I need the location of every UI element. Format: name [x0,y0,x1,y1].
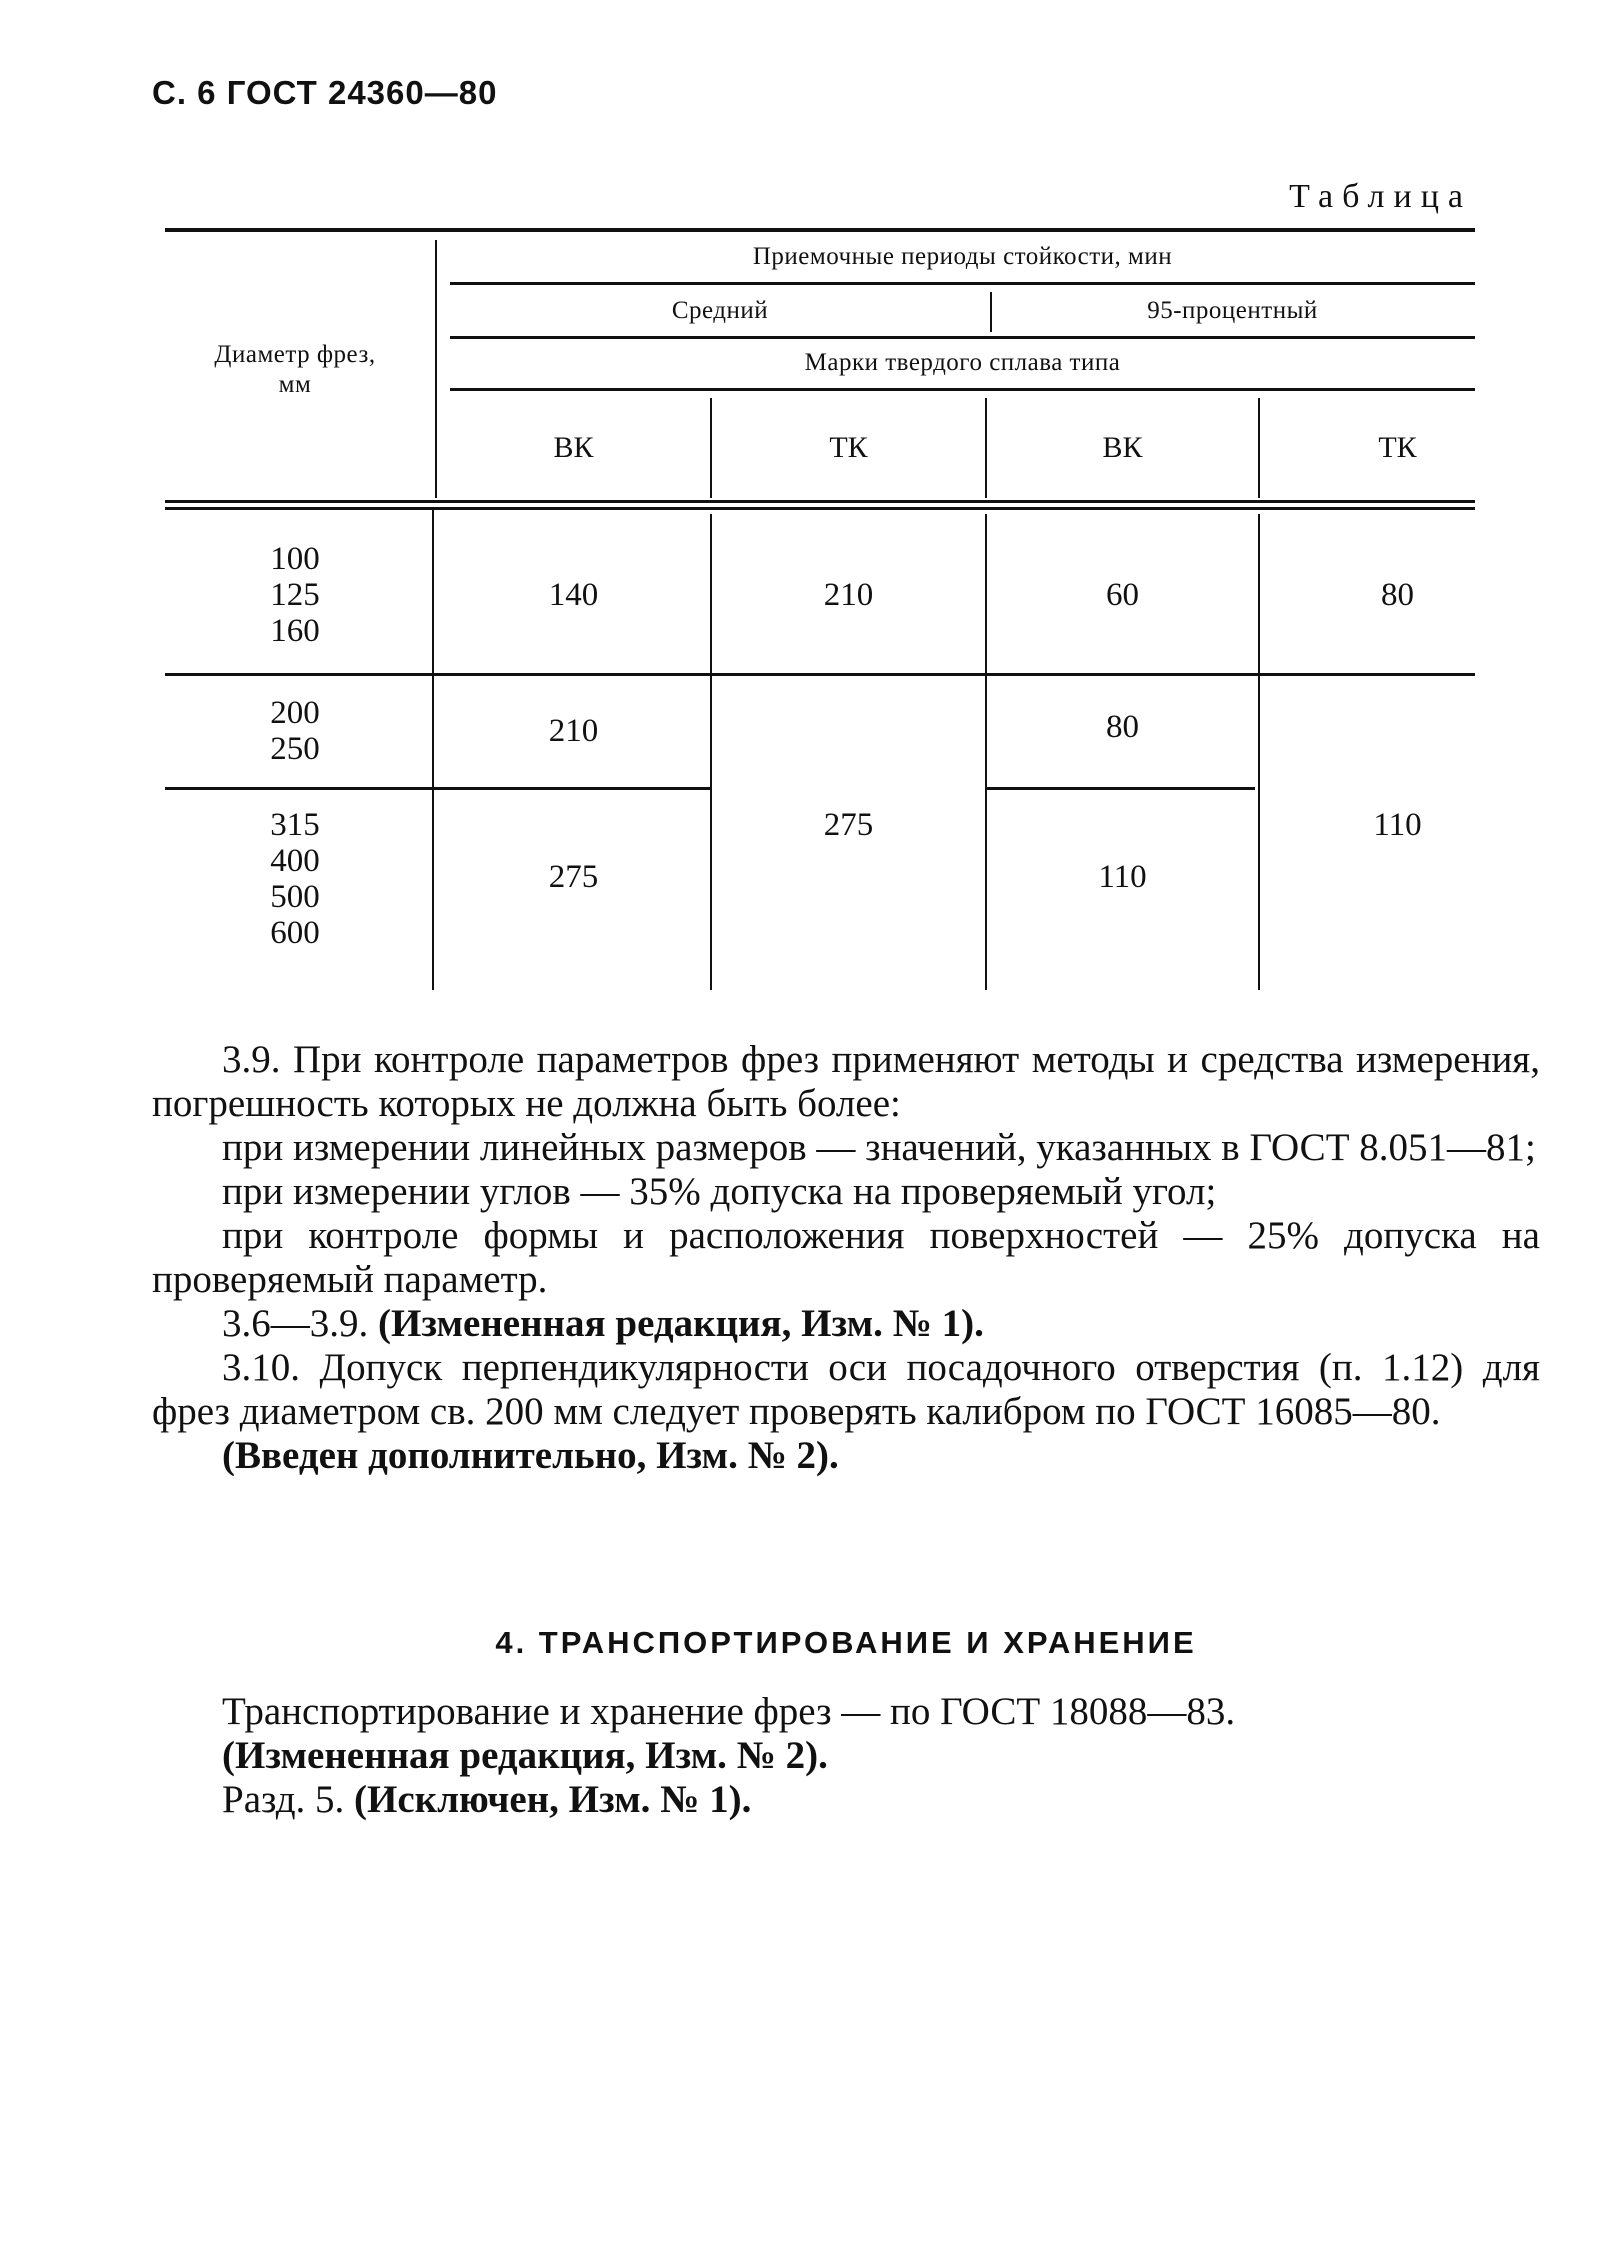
para-5 [152,1778,1540,1822]
row1-vk2: 60 [1106,577,1139,613]
row2-bottom-rule-c [985,787,1255,790]
row2-bottom-rule-b [435,787,710,790]
col-header-vk2: ВК [1102,431,1143,464]
merged-tk2: 110 [1373,807,1422,843]
amendment-note-4: (Исключен, Изм. № 1). [354,1778,752,1821]
para-3-10-note [152,1434,1540,1478]
row2-diameter-0: 200 [270,695,320,731]
para-5-label: Разд. 5. [222,1778,355,1821]
sub-header-95: 95-процентный [1147,297,1318,324]
group-header: Приемочные периоды стойкости, мин [752,243,1173,270]
row2-vk1: 210 [548,713,599,749]
header-bottom-rule-2 [165,507,1475,510]
header-bottom-rule-1 [165,500,1475,503]
resistance-table [0,0,1620,1000]
row3-diameter-1: 400 [270,843,320,879]
row1-vk1: 140 [548,577,599,613]
vline-diameter-body [432,510,434,990]
sub-header-average: Средний [671,297,769,324]
para-3-9-linear: при измерении линейных размеров — значений, указанных в ГОСТ 8.051—81; [222,1126,1536,1169]
col-header-diameter: Диаметр фрез, мм [214,341,376,398]
row3-vk1: 275 [548,859,599,895]
col-header-tk2: ТК [1378,431,1417,464]
para-3-9-angles: при измерении углов — 35% допуска на проверяемый угол; [222,1170,1217,1213]
rule-under-group [450,282,1475,285]
merged-tk1: 275 [823,807,874,843]
page-header: С. 6 ГОСТ 24360—80 [152,74,498,111]
amendment-note-3: (Измененная редакция, Изм. № 2). [222,1734,828,1777]
row3-diameters [200,805,390,953]
row1-bottom-rule [165,673,1475,676]
section4-text [152,1690,1540,1822]
amendment-note-2: (Введен дополнительно, Изм. № 2). [222,1434,839,1477]
row2-vk2: 80 [1106,709,1139,745]
row1-diameters [200,540,390,650]
row3-diameter-0: 315 [270,807,320,843]
row2-diameters [200,692,390,770]
col-header-tk1: ТК [829,431,868,464]
row2-diameter-1: 250 [270,731,320,767]
para-4-note [152,1734,1540,1778]
row3-vk2: 110 [1098,859,1147,895]
para-3-9-form: при контроле формы и расположения поверхностей — 25% допуска на проверяемый параметр. [152,1214,1540,1301]
col-header-vk1: ВК [553,431,594,464]
rule-under-alloy [450,388,1475,391]
para-4: Транспортирование и хранение фрез — по ГОСТ 18088—83. [222,1690,1236,1733]
row1-diameter-1: 125 [270,577,320,613]
para-3-6-note [152,1302,1540,1346]
section3-text [152,1038,1540,1478]
para-3-6-number: 3.6—3.9. [222,1302,378,1345]
table-caption: Таблица [1289,178,1472,215]
row2-bottom-rule [165,787,435,790]
para-3-10: 3.10. Допуск перпендикулярности оси посадочного отверстия (п. 1.12) для фрез диаметром св. 200 мм следует проверять калибром по ГОСТ 16085—80. [152,1346,1540,1433]
row3-diameter-2: 500 [270,879,320,915]
table-top-rule [165,228,1475,232]
amendment-note-1: (Измененная редакция, Изм. № 1). [378,1302,984,1345]
row3-diameter-3: 600 [270,915,320,951]
section-4-title: 4. ТРАНСПОРТИРОВАНИЕ И ХРАНЕНИЕ [495,1625,1197,1660]
row1-tk2: 80 [1381,577,1414,613]
row1-diameter-2: 160 [270,613,320,649]
rule-under-sub [450,336,1475,339]
para-3-9-intro: 3.9. При контроле параметров фрез применяют методы и средства измерения, погрешность которых не должна быть более: [152,1038,1540,1125]
row1-diameter-0: 100 [270,541,320,577]
row1-tk1: 210 [823,577,874,613]
alloy-header: Марки твердого сплава типа [804,349,1121,376]
